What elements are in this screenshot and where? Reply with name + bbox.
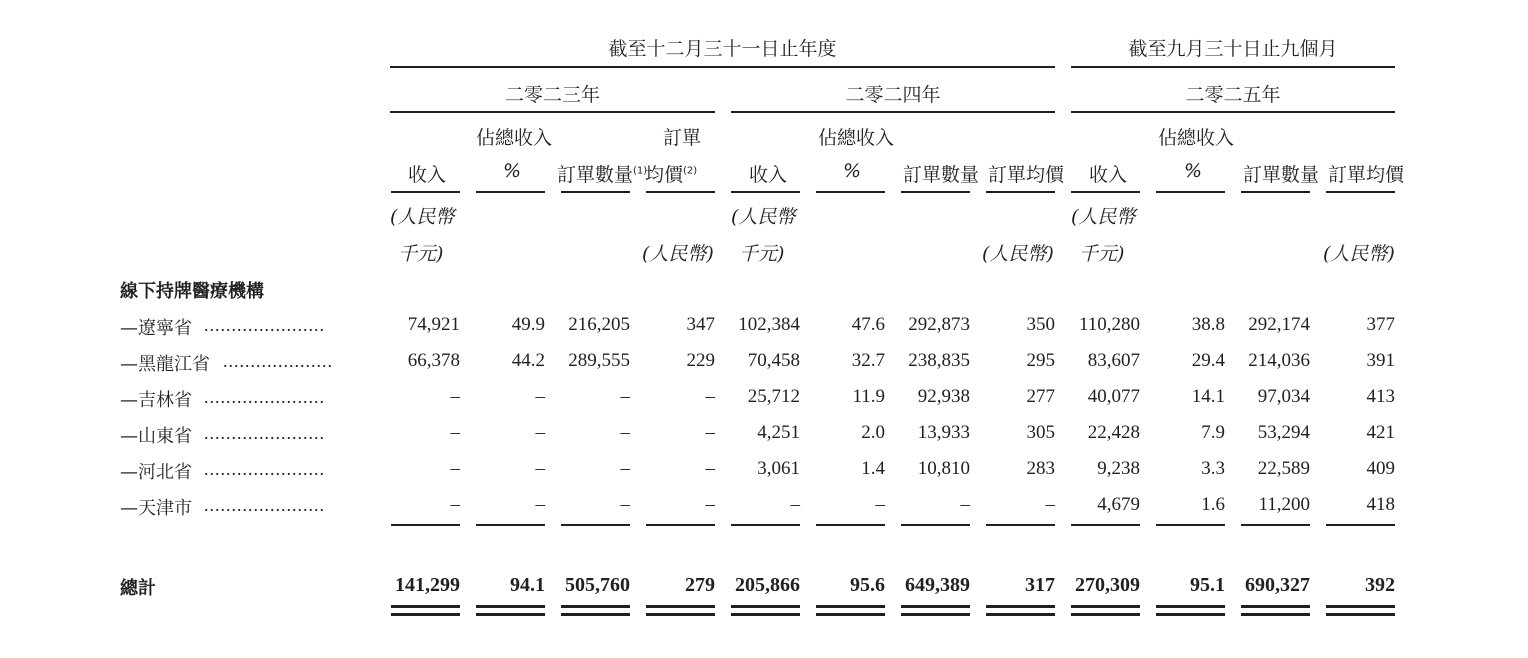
subtotal-rule [901, 524, 970, 526]
total-rule-lower [731, 613, 800, 616]
column-header-rule [1156, 191, 1225, 193]
column-header-rule [1241, 191, 1310, 193]
total-rule-upper [1241, 605, 1310, 608]
table-cell: – [450, 386, 460, 407]
table-cell: 13,933 [917, 422, 970, 443]
column-header-rule [986, 191, 1055, 193]
col-header-orders-2023-text: 訂單數量 [557, 164, 634, 186]
col-header-orders-2025: 訂單數量 [1243, 164, 1320, 186]
col-header-orders-2023 [557, 160, 647, 187]
table-cell: 216,205 [568, 314, 630, 335]
table-cell: 110,280 [1078, 314, 1140, 335]
column-header-rule [1071, 191, 1140, 193]
col-header-avg-bottom-2023 [645, 160, 697, 187]
table-cell: 418 [1366, 494, 1395, 515]
subtotal-rule [731, 524, 800, 526]
col-header-pct-2025: % [1184, 160, 1203, 182]
total-rule-lower [1326, 613, 1395, 616]
table-cell: 421 [1366, 422, 1395, 443]
total-rule-upper [901, 605, 970, 608]
table-cell: 40,077 [1087, 386, 1140, 407]
table-cell: 11,200 [1258, 494, 1310, 515]
leader-dots: ...................... [204, 423, 325, 443]
table-cell: 14.1 [1191, 386, 1225, 407]
table-cell: – [1045, 494, 1055, 515]
unit-revenue-2023-line2: 千元) [398, 243, 444, 265]
table-cell: 25,712 [747, 386, 800, 407]
table-cell: 295 [1026, 350, 1055, 371]
col-header-orders-2024: 訂單數量 [903, 164, 980, 186]
table-cell: – [620, 422, 630, 443]
table-cell: 305 [1026, 422, 1055, 443]
footnote-1-marker: (1) [633, 165, 648, 177]
year-header-2023: 二零二三年 [504, 84, 600, 106]
column-header-rule [391, 191, 460, 193]
column-header-rule [561, 191, 630, 193]
total-cell: 649,389 [905, 574, 970, 596]
total-rule-upper [646, 605, 715, 608]
unit-avg-2023: (人民幣) [642, 243, 714, 265]
table-cell: 70,458 [747, 350, 800, 371]
subtotal-rule [816, 524, 885, 526]
column-header-rule [901, 191, 970, 193]
table-cell: 1.4 [861, 458, 885, 479]
table-cell: 32.7 [851, 350, 885, 371]
total-cell: 95.1 [1190, 574, 1225, 596]
subtotal-rule [1071, 524, 1140, 526]
table-cell: 283 [1026, 458, 1055, 479]
table-cell: 229 [686, 350, 715, 371]
total-rule-lower [816, 613, 885, 616]
col-header-avg-2024: 訂單均價 [988, 164, 1065, 186]
total-rule-upper [731, 605, 800, 608]
leader-dots: ...................... [204, 459, 325, 479]
table-cell: 44.2 [511, 350, 545, 371]
total-label: 總計 [120, 578, 156, 599]
table-cell: – [535, 494, 545, 515]
total-rule-lower [646, 613, 715, 616]
leader-dots: ...................... [204, 387, 325, 407]
total-rule-upper [476, 605, 545, 608]
table-cell: 53,294 [1257, 422, 1310, 443]
table-cell: 83,607 [1087, 350, 1140, 371]
total-cell: 141,299 [395, 574, 460, 596]
table-cell: 7.9 [1201, 422, 1225, 443]
table-cell: – [705, 386, 715, 407]
table-cell: 1.6 [1201, 494, 1225, 515]
table-cell: – [875, 494, 885, 515]
table-cell: 49.9 [511, 314, 545, 335]
row-label: —天津市 [120, 498, 192, 519]
table-cell: 292,873 [908, 314, 970, 335]
total-cell: 94.1 [510, 574, 545, 596]
row-label: —吉林省 [120, 390, 192, 411]
table-cell: 10,810 [917, 458, 970, 479]
table-cell: 289,555 [568, 350, 630, 371]
table-cell: 3,061 [757, 458, 800, 479]
total-rule-upper [986, 605, 1055, 608]
unit-revenue-2025-line2: 千元) [1079, 243, 1125, 265]
col-header-pct-top-2024: 佔總收入 [818, 127, 895, 149]
unit-revenue-2025-line1: (人民幣 [1071, 206, 1136, 228]
subtotal-rule [1326, 524, 1395, 526]
column-header-rule [816, 191, 885, 193]
table-cell: 74,921 [407, 314, 460, 335]
total-cell: 690,327 [1245, 574, 1310, 596]
subtotal-rule [646, 524, 715, 526]
year-header-2023-rule [390, 111, 715, 113]
col-header-pct-2023: % [503, 160, 522, 182]
total-rule-upper [1156, 605, 1225, 608]
table-cell: – [705, 422, 715, 443]
table-cell: 4,251 [757, 422, 800, 443]
table-cell: 92,938 [917, 386, 970, 407]
table-cell: 292,174 [1248, 314, 1310, 335]
leader-dots: ...................... [204, 495, 325, 515]
table-cell: – [620, 494, 630, 515]
column-header-rule [731, 191, 800, 193]
table-cell: – [450, 458, 460, 479]
total-cell: 392 [1365, 574, 1395, 596]
table-cell: 391 [1366, 350, 1395, 371]
row-label: —河北省 [120, 462, 192, 483]
table-cell: – [705, 494, 715, 515]
year-header-2024-rule [731, 111, 1055, 113]
column-header-rule [646, 191, 715, 193]
table-cell: 22,428 [1087, 422, 1140, 443]
total-cell: 317 [1025, 574, 1055, 596]
col-header-pct-top-2023: 佔總收入 [476, 127, 553, 149]
year-header-2025-rule [1071, 111, 1395, 113]
total-cell: 270,309 [1075, 574, 1140, 596]
table-cell: – [450, 494, 460, 515]
total-rule-upper [816, 605, 885, 608]
unit-revenue-2023-line1: (人民幣 [390, 206, 455, 228]
period-header-nine-months-rule [1071, 66, 1395, 68]
total-rule-lower [986, 613, 1055, 616]
table-cell: 97,034 [1257, 386, 1310, 407]
footnote-2-marker: (2) [683, 165, 698, 177]
total-rule-lower [1071, 613, 1140, 616]
period-header-annual: 截至十二月三十一日止年度 [608, 38, 837, 60]
table-cell: 38.8 [1191, 314, 1225, 335]
total-rule-lower [476, 613, 545, 616]
table-cell: – [535, 422, 545, 443]
row-label: —山東省 [120, 426, 192, 447]
subtotal-rule [476, 524, 545, 526]
table-cell: 214,036 [1248, 350, 1310, 371]
col-header-pct-top-2025: 佔總收入 [1158, 127, 1235, 149]
column-header-rule [476, 191, 545, 193]
year-header-2025: 二零二五年 [1185, 84, 1281, 106]
unit-revenue-2024-line2: 千元) [739, 243, 785, 265]
table-cell: 47.6 [851, 314, 885, 335]
leader-dots: .................... [223, 351, 333, 371]
leader-dots: ...................... [204, 315, 325, 335]
table-cell: – [535, 386, 545, 407]
subtotal-rule [561, 524, 630, 526]
total-cell: 279 [685, 574, 715, 596]
col-header-revenue-2025: 收入 [1089, 164, 1128, 186]
table-cell: 102,384 [738, 314, 800, 335]
total-rule-upper [391, 605, 460, 608]
table-cell: 238,835 [908, 350, 970, 371]
table-cell: 4,679 [1097, 494, 1140, 515]
table-cell: 350 [1026, 314, 1055, 335]
row-label: —遼寧省 [120, 318, 192, 339]
table-cell: 277 [1026, 386, 1055, 407]
col-header-avg-top-2023: 訂單 [663, 127, 702, 149]
unit-avg-2024: (人民幣) [982, 243, 1054, 265]
year-header-2024: 二零二四年 [845, 84, 941, 106]
table-cell: 66,378 [407, 350, 460, 371]
total-cell: 505,760 [565, 574, 630, 596]
total-rule-lower [561, 613, 630, 616]
subtotal-rule [986, 524, 1055, 526]
total-rule-lower [1241, 613, 1310, 616]
total-rule-upper [561, 605, 630, 608]
table-cell: 22,589 [1257, 458, 1310, 479]
unit-revenue-2024-line1: (人民幣 [731, 206, 796, 228]
subtotal-rule [1156, 524, 1225, 526]
table-cell: 413 [1366, 386, 1395, 407]
table-cell: – [620, 458, 630, 479]
total-cell: 205,866 [735, 574, 800, 596]
table-cell: 9,238 [1097, 458, 1140, 479]
total-rule-upper [1326, 605, 1395, 608]
total-rule-lower [1156, 613, 1225, 616]
col-header-avg-2025: 訂單均價 [1328, 164, 1405, 186]
table-cell: – [450, 422, 460, 443]
table-cell: 11.9 [852, 386, 885, 407]
table-cell: – [960, 494, 970, 515]
table-cell: – [790, 494, 800, 515]
total-rule-lower [901, 613, 970, 616]
column-header-rule [1326, 191, 1395, 193]
total-cell: 95.6 [850, 574, 885, 596]
table-cell: 29.4 [1191, 350, 1225, 371]
table-cell: – [705, 458, 715, 479]
table-cell: 409 [1366, 458, 1395, 479]
col-header-pct-2024: % [843, 160, 862, 182]
table-cell: – [535, 458, 545, 479]
period-header-annual-rule [390, 66, 1055, 68]
total-rule-lower [391, 613, 460, 616]
table-cell: 2.0 [861, 422, 885, 443]
col-header-revenue-2023: 收入 [408, 164, 447, 186]
subtotal-rule [1241, 524, 1310, 526]
section-title: 線下持牌醫療機構 [120, 281, 264, 302]
subtotal-rule [391, 524, 460, 526]
col-header-revenue-2024: 收入 [749, 164, 788, 186]
unit-avg-2025: (人民幣) [1323, 243, 1395, 265]
col-header-avg-bottom-2023-text: 均價 [645, 164, 684, 186]
total-rule-upper [1071, 605, 1140, 608]
table-cell: 347 [686, 314, 715, 335]
period-header-nine-months: 截至九月三十日止九個月 [1128, 38, 1338, 60]
table-cell: – [620, 386, 630, 407]
table-cell: 3.3 [1201, 458, 1225, 479]
table-cell: 377 [1366, 314, 1395, 335]
row-label: —黑龍江省 [120, 354, 210, 375]
